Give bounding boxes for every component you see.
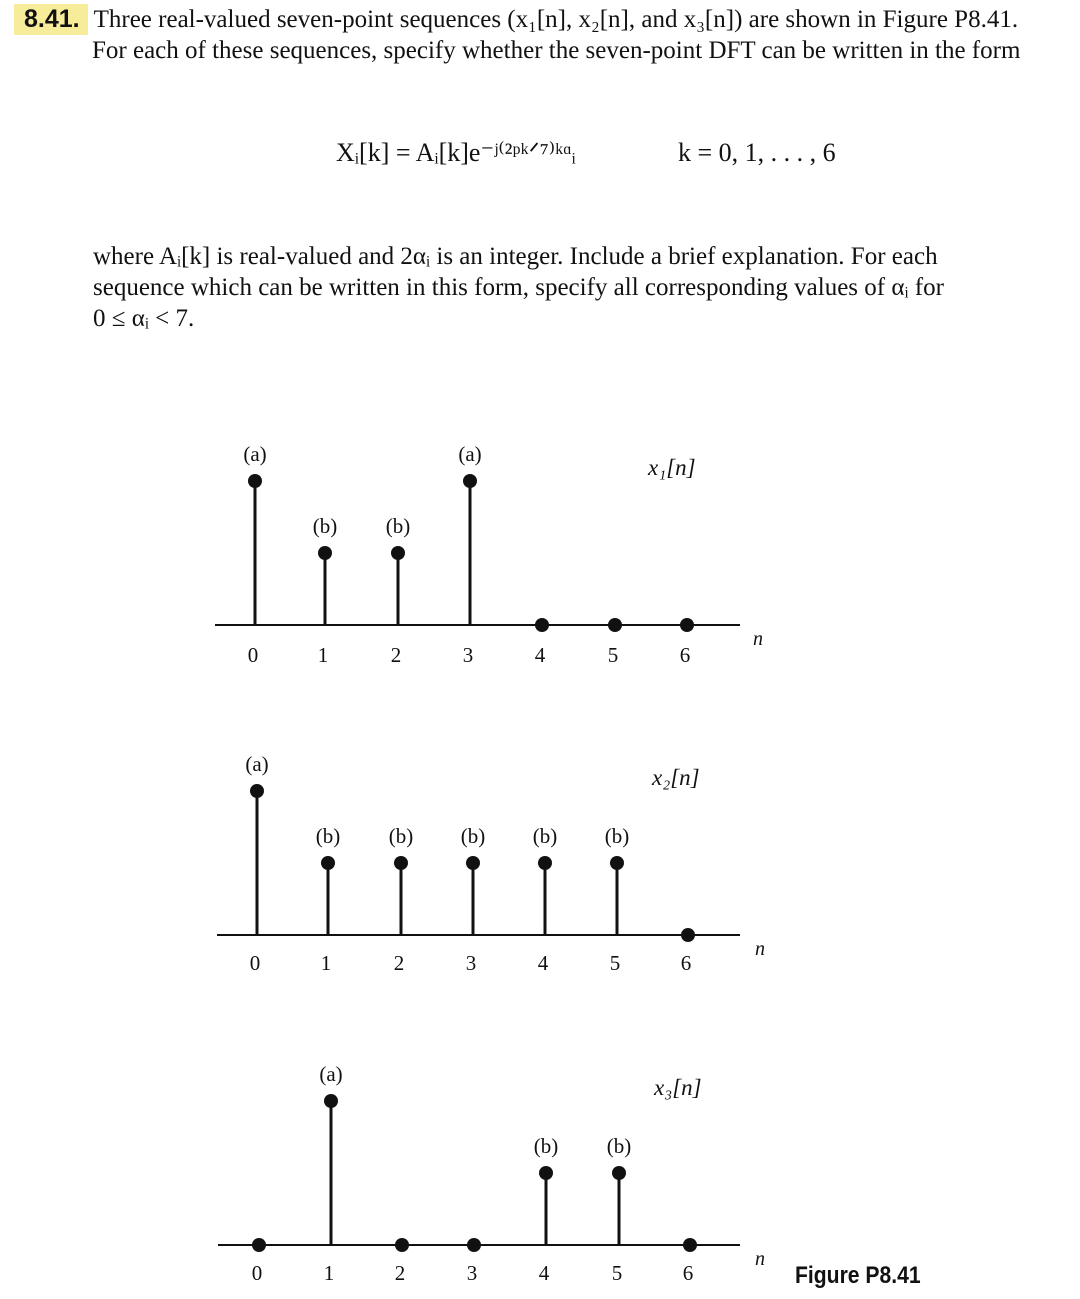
tick-label: 6 (682, 1261, 694, 1285)
tick-label: 6 (680, 951, 692, 975)
stem-label: (a) (245, 752, 269, 776)
stem-label: (b) (533, 1134, 559, 1158)
stem-point (535, 618, 549, 632)
tick-label: 5 (611, 1261, 623, 1285)
stem-point (394, 856, 408, 870)
problem-line-1: Three real-valued seven-point sequences (x₁[n], x₂[n], and x₃[n]) are shown in Figure P8.41. (93, 6, 1019, 33)
figure-caption: Figure P8.41 (795, 1262, 921, 1289)
tick-label: 1 (320, 951, 332, 975)
stem-point (538, 856, 552, 870)
stem-point (391, 546, 405, 560)
stem-label: (b) (315, 824, 341, 848)
tick-label: 3 (462, 643, 474, 667)
stem-point (250, 784, 264, 798)
problem-line-2: For each of these sequences, specify whether the seven-point DFT can be written in the form (92, 37, 1021, 64)
tick-label: 0 (247, 643, 259, 667)
paragraph-line-3: 0 ≤ αᵢ < 7. (93, 305, 195, 332)
plot-title: x₂[n] (652, 765, 700, 790)
stem-point (683, 1238, 697, 1252)
tick-label: 6 (679, 643, 691, 667)
dft-equation (336, 138, 836, 168)
plot-title: x₁[n] (648, 455, 696, 480)
stem-label: (a) (458, 442, 482, 466)
stem-point (466, 856, 480, 870)
tick-label: 2 (390, 643, 402, 667)
stem-label: (a) (319, 1062, 343, 1086)
stem-point (318, 546, 332, 560)
stem-label: (b) (604, 824, 630, 848)
problem-statement (14, 4, 1074, 66)
paragraph-line-2: sequence which can be written in this form, specify all corresponding values of αᵢ for (93, 274, 944, 301)
problem-number: 8.41. (14, 4, 88, 35)
stem-point (467, 1238, 481, 1252)
stem-point (395, 1238, 409, 1252)
tick-label: 4 (537, 951, 549, 975)
paragraph-line-1: where Aᵢ[k] is real-valued and 2αᵢ is an integer. Include a brief explanation. For each (93, 243, 938, 270)
tick-label: 4 (538, 1261, 550, 1285)
tick-label: 5 (607, 643, 619, 667)
explanation-paragraph (93, 241, 1073, 334)
stem-label: (a) (243, 442, 267, 466)
stem-label: (b) (532, 824, 558, 848)
tick-label: 3 (466, 1261, 478, 1285)
tick-label: 0 (251, 1261, 263, 1285)
tick-label: 1 (317, 643, 329, 667)
tick-label: 1 (323, 1261, 335, 1285)
stem-point (608, 618, 622, 632)
equation-k-range: k = 0, 1, . . . , 6 (678, 138, 836, 167)
tick-label: 0 (249, 951, 261, 975)
tick-label: 3 (465, 951, 477, 975)
stem-label: (b) (312, 514, 338, 538)
stem-label: (b) (460, 824, 486, 848)
axis-label-n: n (753, 628, 763, 650)
plot-title: x₃[n] (654, 1075, 702, 1100)
stem-point (610, 856, 624, 870)
tick-label: 5 (609, 951, 621, 975)
tick-label: 2 (394, 1261, 406, 1285)
tick-label: 2 (393, 951, 405, 975)
stem-label: (b) (385, 514, 411, 538)
stem-label: (b) (388, 824, 414, 848)
stem-point (321, 856, 335, 870)
stem-point (612, 1166, 626, 1180)
equation-main: Xᵢ[k] = Aᵢ[k]e⁻ʲ⁽²ᵖᵏᐟ⁷⁾ᵏᵅᵢ (336, 138, 576, 167)
stem-point (248, 474, 262, 488)
stem-point (463, 474, 477, 488)
tick-label: 4 (534, 643, 546, 667)
stem-point (681, 928, 695, 942)
stem-point (680, 618, 694, 632)
stem-point (324, 1094, 338, 1108)
axis-label-n: n (755, 938, 765, 960)
stem-label: (b) (606, 1134, 632, 1158)
axis-label-n: n (755, 1248, 765, 1270)
stem-point (252, 1238, 266, 1252)
stem-point (539, 1166, 553, 1180)
